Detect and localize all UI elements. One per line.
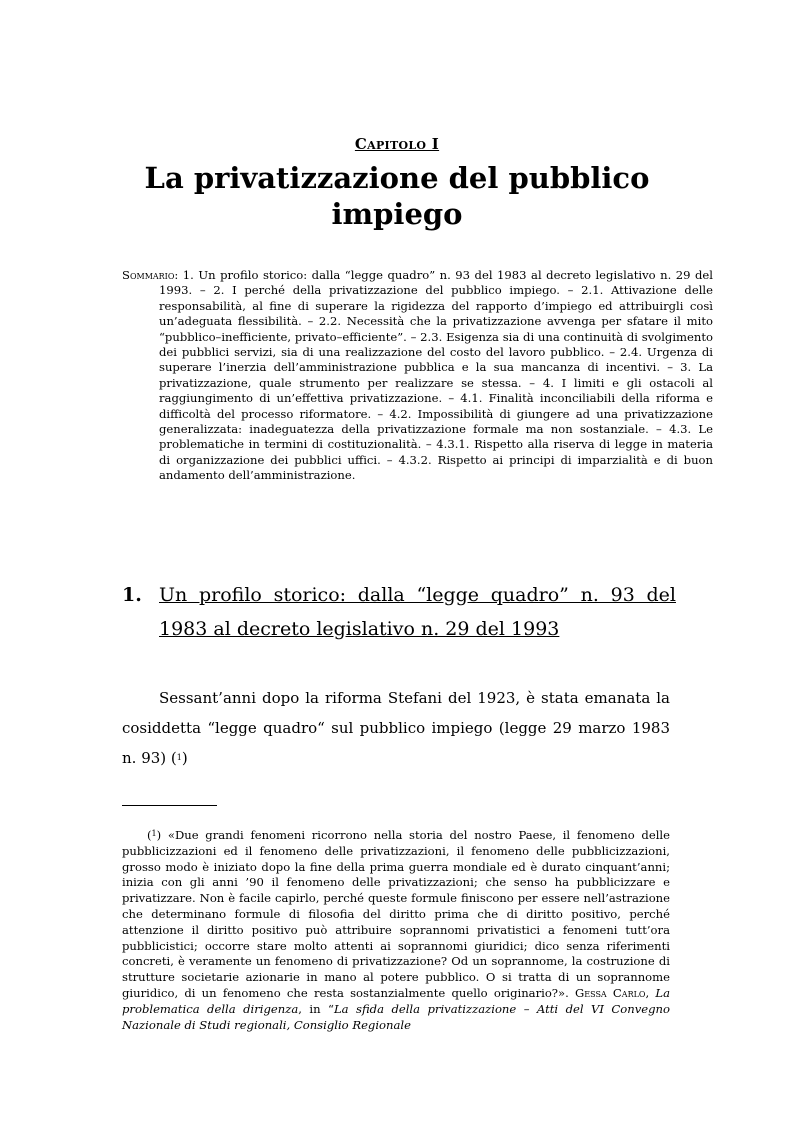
footnote-divider <box>122 805 217 806</box>
chapter-title: La privatizzazione del pubblico impiego <box>144 161 650 231</box>
chapter-summary <box>122 268 713 484</box>
footnote-sep: , <box>645 985 656 1000</box>
summary-lead: Sommario: <box>122 268 179 282</box>
footnote-work: La problematica della dirigenza <box>122 985 670 1016</box>
section-number: 1. <box>122 584 142 606</box>
chapter-label: Capitolo I <box>354 135 440 153</box>
body-paragraph <box>122 683 670 773</box>
footnote-close: ) <box>156 828 162 842</box>
footnote-open: ( <box>147 828 152 842</box>
footnote-ref-close: ) <box>181 749 188 767</box>
footnote-author: Gessa Carlo <box>575 985 646 1000</box>
footnote-source: La sfida della privatizzazione – Atti del VI Convegno Nazionale di Studi regionali, Consiglio Regionale <box>122 1001 670 1032</box>
section-title: Un profilo storico: dalla “legge quadro” n. 93 del 1983 al decreto legislativo n. 29 del 1993 <box>159 584 676 640</box>
footnote-ref-mark[interactable]: 1 <box>176 753 182 762</box>
body-text: Sessant’anni dopo la riforma Stefani del 1923, è stata emanata la cosiddetta “legge quadro“ sul pubblico impiego (legge 29 marzo 1983 n. 93) <box>122 689 670 767</box>
summary-text: 1. Un profilo storico: dalla “legge quadro” n. 93 del 1983 al decreto legislativo n. 29 del 1993. – 2. I perché della privatizzazione del pubblico impiego. – 2.1. Attivazione delle responsabilità, al fine di superare la rigidezza del rapporto d’impiego ed attribuirgli così un’adeguata flessibilità. – 2.2. Necessità che la privatizzazione avvenga per sfatare il mito “pubblico–inefficiente, privato–efficiente”. – 2.3. Esigenza sia di una continuità di svolgimento dei pubblici servizi, sia di una realizzazione del costo del lavoro pubblico. – 2.4. Urgenza di superare l’inerzia dell’amministrazione pubblica e la sua mancanza di incentivi. – 3. La privatizzazione, quale strumento per realizzare se stessa. – 4. I limiti e gli ostacoli al raggiungimento di un’effettiva privatizzazione. – 4.1. Finalità inconciliabili della riforma e difficoltà del processo riformatore. – 4.2. Impossibilità di giungere ad una privatizzazione generalizzata: inadeguatezza della privatizzazione formale ma non sostanziale. – 4.3. Le problematiche in termini di costituzionalità. – 4.3.1. Rispetto alla riserva di legge in materia di organizzazione dei pubblici uffici. – 4.3.2. Rispetto ai principi di imparzialità e di buon andamento dell’amministrazione. <box>159 268 713 483</box>
section-heading <box>122 578 676 646</box>
footnote <box>122 826 670 1033</box>
footnote-quote: «Due grandi fenomeni ricorrono nella storia del nostro Paese, il fenomeno delle pubblicizzazioni ed il fenomeno delle privatizzazioni, il fenomeno delle pubblicizzazioni, grosso modo è iniziato dopo la fine della prima guerra mondiale ed è durato cinquant’anni; inizia con gli anni ’90 il fenomeno delle privatizzazioni; che senso ha pubblicizzare e privatizzare. Non è facile capirlo, perché queste formule finiscono per essere nell’astrazione che determinano formule di filosofia del diritto prima che di diritto positivo, perché attenzione il diritto positivo può attribuire soprannomi privatistici a fenomeni tutt’ora pubblicistici; occorre stare molto attenti ai soprannomi giuridici; dico senza riferimenti concreti, è veramente un fenomeno di privatizzazione? Od un soprannome, la costruzione di strutture societarie azionarie in mano al potere pubblico. O si tratta di un soprannome giuridico, di un fenomeno che resta sostanzialmente quello originario?». <box>122 828 670 1000</box>
footnote-in: , in “ <box>298 1001 334 1016</box>
footnote-ref-open: ( <box>166 749 177 767</box>
footnote-mark: 1 <box>151 829 157 838</box>
